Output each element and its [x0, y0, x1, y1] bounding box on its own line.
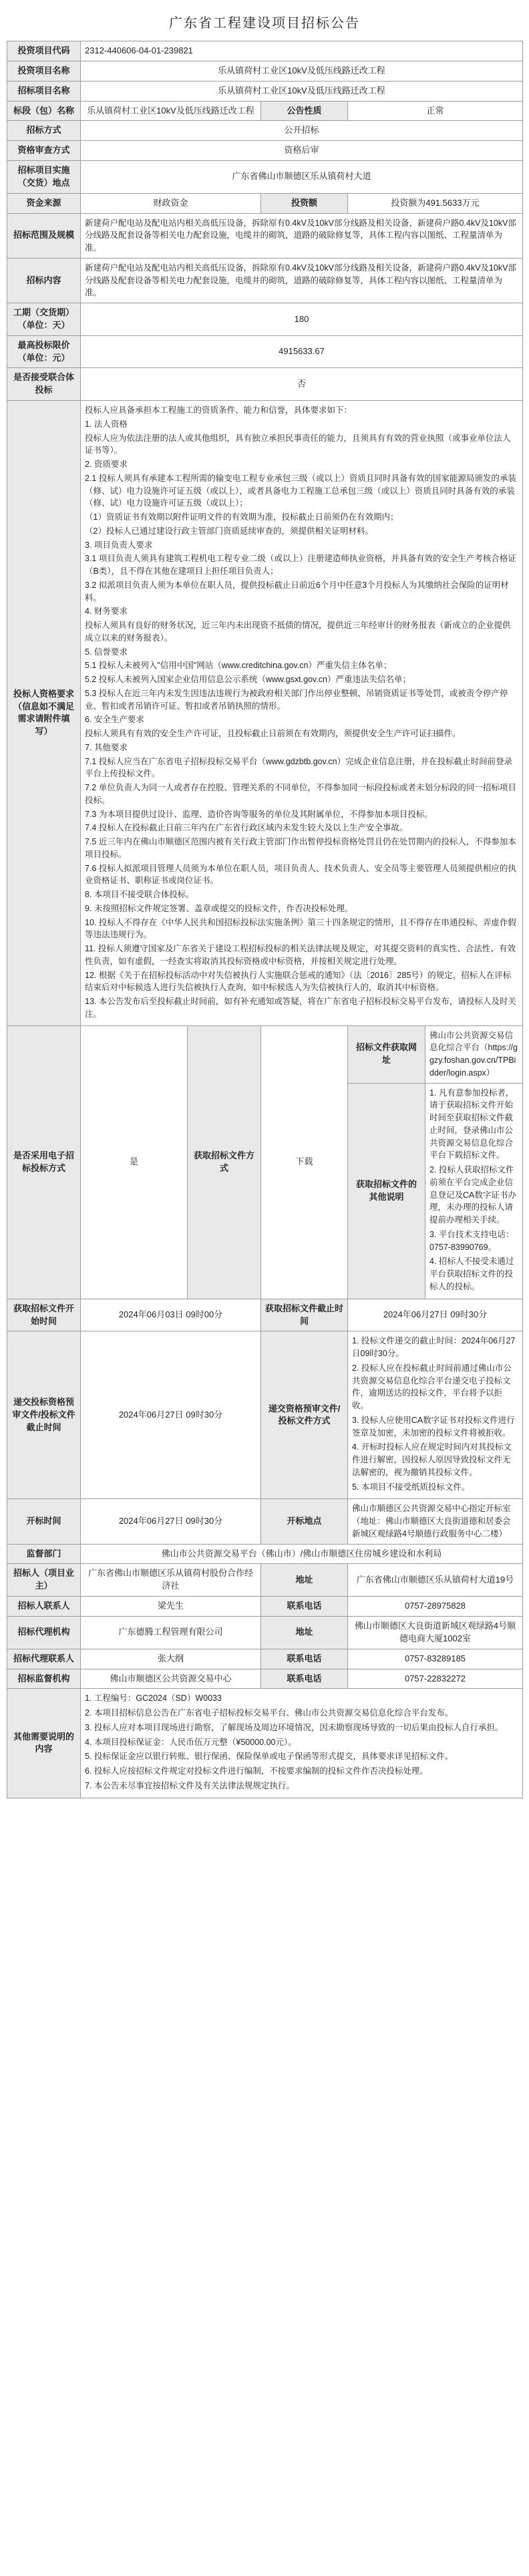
requirement-paragraph: 7.6 投标人拟派项目管理人员须为本单位在职人员，项目负责人、技术负责人、安全员等主要管理人员须提供相应的执业资格证书、职称证书或岗位证书。: [85, 863, 516, 886]
requirement-paragraph: 1. 法人资格: [85, 419, 128, 429]
requirement-paragraph: 9. 未按照招标文件规定签署、盖章或提交的投标文件，作否决投标处理。: [85, 903, 353, 913]
other-get-paragraph: 2. 投标人获取招标文件前须在平台完成企业信息登记及CA数字证书办理，未办理的投标人请提前办理相关手续。: [429, 1165, 516, 1225]
other-get-paragraph: 1. 凡有意参加投标者，请于获取招标文件开始时间至获取招标文件截止时间，登录佛山市公共资源交易信息化综合平台下载招标文件。: [429, 1088, 514, 1160]
requirement-paragraph: （2）投标人已通过建设行政主管部门资质延续审查的，须提供相关证明材料。: [85, 526, 373, 536]
agent-addr-label: 地址: [261, 1616, 348, 1649]
row-tenderee-contact: [7, 1597, 523, 1617]
url-label: 招标文件获取网址: [348, 1025, 425, 1083]
row-agent: [7, 1616, 523, 1649]
other-get-label: 获取招标文件的其他说明: [348, 1083, 425, 1299]
location-label: 招标项目实施（交货）地点: [7, 161, 81, 194]
submit-method-content: [348, 1331, 523, 1499]
open-place-value: 佛山市顺德区公共资源交易中心指定开标室（地址：佛山市顺德区大良街道德和居委会新城区观绿路4号顺德行政服务中心二楼）: [348, 1499, 523, 1544]
exam-label: 资格审查方式: [7, 141, 81, 161]
consortium-value: 否: [81, 368, 523, 401]
get-end-label: 获取招标文件截止时间: [261, 1299, 348, 1331]
requirement-paragraph: 2. 资质要求: [85, 460, 128, 470]
row-method: [7, 121, 523, 141]
consortium-label: 是否接受联合体投标: [7, 368, 81, 401]
row-tender-project-name: [7, 81, 523, 101]
row-tenderee: [7, 1564, 523, 1597]
open-time-value: 2024年06月27日 09时30分: [81, 1499, 261, 1544]
submit-method-paragraph: 2. 投标人应在投标截止时间前通过佛山市公共资源交易信息化综合平台递交电子投标文件，逾期送达的投标文件，平台将予以拒收。: [352, 1363, 512, 1411]
other-paragraph: 4. 本项目投标保证金：人民币伍万元整（¥50000.00元）。: [85, 1737, 297, 1747]
notice-type-label: 公告性质: [261, 101, 348, 121]
requirement-paragraph: 3. 项目负责人要求: [85, 540, 153, 550]
tenderee-contact-value: 梁先生: [81, 1597, 261, 1617]
row-location: [7, 161, 523, 194]
amount-value: 投资额为491.5633万元: [348, 193, 523, 213]
requirement-paragraph: 12. 根据《关于在招标投标活动中对失信被执行人实施联合惩戒的通知》（法〔2016〕285号）的规定，招标人在评标结束后对中标候选人进行失信被执行人查询，如中标候选人为失信被执行人的，取消其中标资格。: [85, 970, 512, 993]
row-project-name: [7, 61, 523, 81]
agent-contact-label: 招标代理联系人: [7, 1649, 81, 1669]
location-value: 广东省佛山市顺德区乐从镇荷村大道: [81, 161, 523, 194]
other-label: 其他需要说明的内容: [7, 1689, 81, 1798]
requirement-paragraph: 7.1 投标人应当在广东省电子招标投标交易平台（www.gdzbtb.gov.cn）完成企业信息注册，并在投标截止时间前登录平台上传投标文件。: [85, 756, 513, 779]
method-value: 公开招标: [81, 121, 523, 141]
other-paragraph: 6. 投标人应按招标文件规定对投标文件进行编制，不按要求编制的投标文件作否决投标处理。: [85, 1766, 428, 1776]
requirement-paragraph: 5.2 投标人未被列入国家企业信用信息公示系统（www.gsxt.gov.cn）严重违法失信名单；: [85, 675, 411, 685]
agent-phone-value: 0757-83289185: [348, 1649, 523, 1669]
content-label: 招标内容: [7, 258, 81, 303]
requirement-paragraph: （1）资质证书有效期以附件证明文件的有效期为准，投标截止日前须仍在有效期内；: [85, 512, 399, 522]
submit-method-paragraph: 1. 投标文件递交的截止时间：2024年06月27日09时30分。: [352, 1336, 516, 1359]
other-paragraph: 2. 本项目招标信息公告在广东省电子招标投标交易平台、佛山市公共资源交易信息化综合平台发布。: [85, 1708, 454, 1718]
tenderee-value: 广东省佛山市顺德区乐从镇荷村股份合作经济社: [81, 1564, 261, 1597]
requirement-paragraph: 投标人应具备承担本工程施工的资质条件、能力和信誉，具体要求如下：: [85, 406, 353, 416]
other-get-paragraph: 4. 招标人不接受未通过平台获取招标文件的投标人的投标。: [429, 1257, 514, 1291]
supervisor-phone-label: 联系电话: [261, 1669, 348, 1689]
row-deadline: [7, 1331, 523, 1499]
amount-label: 投资额: [261, 193, 348, 213]
electronic-value: 是: [81, 1025, 188, 1299]
funding-label: 资金来源: [7, 193, 81, 213]
get-end-value: 2024年06月27日 09时30分: [348, 1299, 523, 1331]
requirements-content: [81, 401, 523, 1026]
tenderee-addr-label: 地址: [261, 1564, 348, 1597]
row-open: [7, 1499, 523, 1544]
row-consortium: [7, 368, 523, 401]
other-get-content: [425, 1083, 523, 1299]
other-paragraph: 5. 投标保证金应以银行转账、银行保函、保险保单或电子保函等形式提交，具体要求详见招标文件。: [85, 1752, 454, 1762]
requirements-label: 投标人资格要求（信息如不满足需求请附件填写）: [7, 401, 81, 1026]
other-paragraph: 3. 投标人应对本项目现场进行勘察，了解现场及周边环境情况，因未勘察现场导致的一切后果由投标人自行承担。: [85, 1722, 504, 1732]
other-content: [81, 1689, 523, 1798]
duration-value: 180: [81, 303, 523, 336]
agent-phone-label: 联系电话: [261, 1649, 348, 1669]
tender-project-name-value: 乐从镇荷村工业区10kV及低压线路迁改工程: [81, 81, 523, 101]
page-title: 广东省工程建设项目招标公告: [169, 16, 360, 31]
deadline-label: 递交投标资格预审文件/投标文件截止时间: [7, 1331, 81, 1499]
open-time-label: 开标时间: [7, 1499, 81, 1544]
row-get-times: [7, 1299, 523, 1331]
agent-contact-value: 张大纲: [81, 1649, 261, 1669]
row-duration: [7, 303, 523, 336]
requirement-paragraph: 7.3 为本项目提供过设计、监理、造价咨询等服务的单位及其附属单位，不得参加本项目投标。: [85, 809, 433, 819]
electronic-label: 是否采用电子招标投标方式: [7, 1025, 81, 1299]
requirement-paragraph: 3.1 项目负责人须具有建筑工程机电工程专业二级（或以上）注册建造师执业资格，并具备有效的安全生产考核合格证（B类），且不得在其他在建项目上担任项目负责人；: [85, 554, 516, 577]
row-price: [7, 335, 523, 368]
row-electronic-1: [7, 1025, 523, 1083]
funding-value: 财政资金: [81, 193, 261, 213]
exam-value: 资格后审: [81, 141, 523, 161]
project-name-label: 投资项目名称: [7, 61, 81, 81]
supervisor-value: 佛山市顺德区公共资源交易中心: [81, 1669, 261, 1689]
tenderee-contact-label: 招标人联系人: [7, 1597, 81, 1617]
submit-method-paragraph: 3. 投标人应使用CA数字证书对投标文件进行签章及加密，未加密的投标文件将被拒收。: [352, 1415, 515, 1438]
requirement-paragraph: 2.1 投标人须具有承建本工程所需的输变电工程专业承包三级（或以上）资质且同时具备有效的国家能源局颁发的承装（修、试）电力设施许可证五级（或以上），或者具备电力工程施工总承包三级（或以上）资质且同时具备有效的承装（修、试）电力设施许可证五级（或以上）；: [85, 473, 516, 508]
scope-label: 招标范围及规模: [7, 213, 81, 258]
supervisor-label: 招标监督机构: [7, 1669, 81, 1689]
requirement-paragraph: 7. 其他要求: [85, 742, 128, 752]
oversight-label: 监督部门: [7, 1544, 81, 1564]
section-value: 乐从镇荷村工业区10kV及低压线路迁改工程: [81, 101, 261, 121]
get-method-label: 获取招标文件方式: [188, 1025, 261, 1299]
row-scope: [7, 213, 523, 258]
tenderee-label: 招标人（项目业主）: [7, 1564, 81, 1597]
tenderee-addr-value: 广东省佛山市顺德区乐从镇荷村大道19号: [348, 1564, 523, 1597]
section-label: 标段（包）名称: [7, 101, 81, 121]
open-place-label: 开标地点: [261, 1499, 348, 1544]
other-paragraph: 1. 工程编号：GC2024（SD）W0033: [85, 1694, 222, 1704]
row-other: [7, 1689, 523, 1798]
tenderee-phone-label: 联系电话: [261, 1597, 348, 1617]
agent-label: 招标代理机构: [7, 1616, 81, 1649]
method-label: 招标方式: [7, 121, 81, 141]
agent-value: 广东德腾工程管理有限公司: [81, 1616, 261, 1649]
price-value: 4915633.67: [81, 335, 523, 368]
row-content: [7, 258, 523, 303]
oversight-value: 佛山市公共资源交易平台（佛山市）/佛山市顺德区住房城乡建设和水利局: [81, 1544, 523, 1564]
project-code-value: 2312-440606-04-01-239821: [81, 41, 523, 61]
scope-value: 新建荷户配电站及配电站内相关高低压设备，拆除原有0.4kV及10kV部分线路及相关设备，新建荷户路0.4kV及10kV部分线路及配套设备等相关电力配套设施，电缆井的砌筑，道路的破除修复等，具体工程内容以图纸、工程量清单为准。: [81, 213, 523, 258]
row-supervisor: [7, 1669, 523, 1689]
row-section: [7, 101, 523, 121]
row-project-code: [7, 41, 523, 61]
requirement-paragraph: 投标人须具有有效的安全生产许可证，且投标截止日前须在有效期内，须提供安全生产许可证扫描件。: [85, 729, 461, 739]
notice-type-value: 正常: [348, 101, 523, 121]
requirement-paragraph: 6. 安全生产要求: [85, 715, 144, 725]
row-requirements: [7, 401, 523, 1026]
tenderee-phone-value: 0757-28975828: [348, 1597, 523, 1617]
deadline-value: 2024年06月27日 09时30分: [81, 1331, 261, 1499]
submit-method-paragraph: 4. 开标时投标人应在规定时间内对其投标文件进行解密，因投标人原因导致投标文件无法解密的，视为撤销其投标文件。: [352, 1442, 512, 1477]
get-start-label: 获取招标文件开始时间: [7, 1299, 81, 1331]
submit-method-paragraph: 5. 本项目不接受纸质投标文件。: [352, 1482, 470, 1492]
row-exam: [7, 141, 523, 161]
get-method-value: 下载: [261, 1025, 348, 1299]
requirement-paragraph: 8. 本项目不接受联合体投标。: [85, 890, 194, 900]
requirement-paragraph: 11. 投标人须遵守国家及广东省关于建设工程招标投标的相关法律法规及规定，对其提交资料的真实性、合法性、有效性负责，如有虚假，一经查实将取消其投标资格或中标资格，并按相关规定进行处理。: [85, 944, 516, 966]
requirement-paragraph: 5.3 投标人在近三年内未发生因违法违规行为被政府相关部门作出停业整顿、吊销资质证书等处罚，或被责令停产停业、暂扣或者吊销许可证、暂扣或者吊销执照的情形。: [85, 688, 508, 711]
requirement-paragraph: 3.2 拟派项目负责人须为本单位在职人员，提供投标截止日前近6个月中任意3个月投标人为其缴纳社会保险的证明材料。: [85, 580, 509, 603]
requirement-paragraph: 5. 信誉要求: [85, 647, 128, 657]
requirement-paragraph: 投标人应为依法注册的法人或其他组织，具有独立承担民事责任的能力，且须具有有效的营业执照（或事业单位法人证书等）。: [85, 433, 511, 456]
submit-method-label: 递交资格预审文件/投标文件方式: [261, 1331, 348, 1499]
requirement-paragraph: 7.2 单位负责人为同一人或者存在控股、管理关系的不同单位，不得参加同一标段投标或者未划分标段的同一招标项目投标。: [85, 783, 516, 805]
project-name-value: 乐从镇荷村工业区10kV及低压线路迁改工程: [81, 61, 523, 81]
notice-table: [7, 41, 523, 1798]
agent-addr-value: 佛山市顺德区大良街道新城区观绿路4号顺德电商大厦1002室: [348, 1616, 523, 1649]
project-code-label: 投资项目代码: [7, 41, 81, 61]
row-agent-contact: [7, 1649, 523, 1669]
content-value: 新建荷户配电站及配电站内相关高低压设备，拆除原有0.4kV及10kV部分线路及相关设备，新建荷户路0.4kV及10kV部分线路及配套设备等相关电力配套设施，电缆井的砌筑，道路的破除修复等，具体工程内容以图纸、工程量清单为准。: [81, 258, 523, 303]
requirement-paragraph: 7.5 近三年内在佛山市顺德区范围内被有关行政主管部门作出暂停投标资格处罚且仍在处罚期内的投标人，不得参加本项目投标。: [85, 837, 516, 859]
get-start-value: 2024年06月03日 09时00分: [81, 1299, 261, 1331]
tender-project-name-label: 招标项目名称: [7, 81, 81, 101]
requirement-paragraph: 投标人须具有良好的财务状况，近三年内未出现资不抵债的情况，提供近三年经审计的财务报表（新成立的企业提供成立以来的财务报表）。: [85, 621, 511, 643]
row-oversight: [7, 1544, 523, 1564]
price-label: 最高投标限价（单位：元）: [7, 335, 81, 368]
requirement-paragraph: 4. 财务要求: [85, 607, 128, 617]
other-get-paragraph: 3. 平台技术支持电话：0757-83990769。: [429, 1229, 514, 1252]
requirement-paragraph: 7.4 投标人在投标截止日前三年内在广东省行政区域内未发生较大及以上生产安全事故。: [85, 823, 408, 833]
url-value[interactable]: 佛山市公共资源交易信息化综合平台（https://ggzy.foshan.gov.cn/TPBidder/login.aspx）: [425, 1025, 523, 1083]
supervisor-phone-value: 0757-22832272: [348, 1669, 523, 1689]
row-funding: [7, 193, 523, 213]
requirement-paragraph: 13. 本公告发布后至投标截止时间前，如有补充通知或答疑，将在广东省电子招标投标交易平台发布，请投标人及时关注。: [85, 997, 516, 1019]
requirement-paragraph: 10. 投标人不得存在《中华人民共和国招标投标法实施条例》第三十四条规定的情形，且不得存在串通投标、弄虚作假等违法违规行为。: [85, 917, 516, 940]
other-paragraph: 7. 本公告未尽事宜按招标文件及有关法律法规规定执行。: [85, 1780, 295, 1790]
requirement-paragraph: 5.1 投标人未被列入"信用中国"网站（www.creditchina.gov.cn）严重失信主体名单；: [85, 661, 392, 671]
duration-label: 工期（交货期）（单位：天）: [7, 303, 81, 336]
